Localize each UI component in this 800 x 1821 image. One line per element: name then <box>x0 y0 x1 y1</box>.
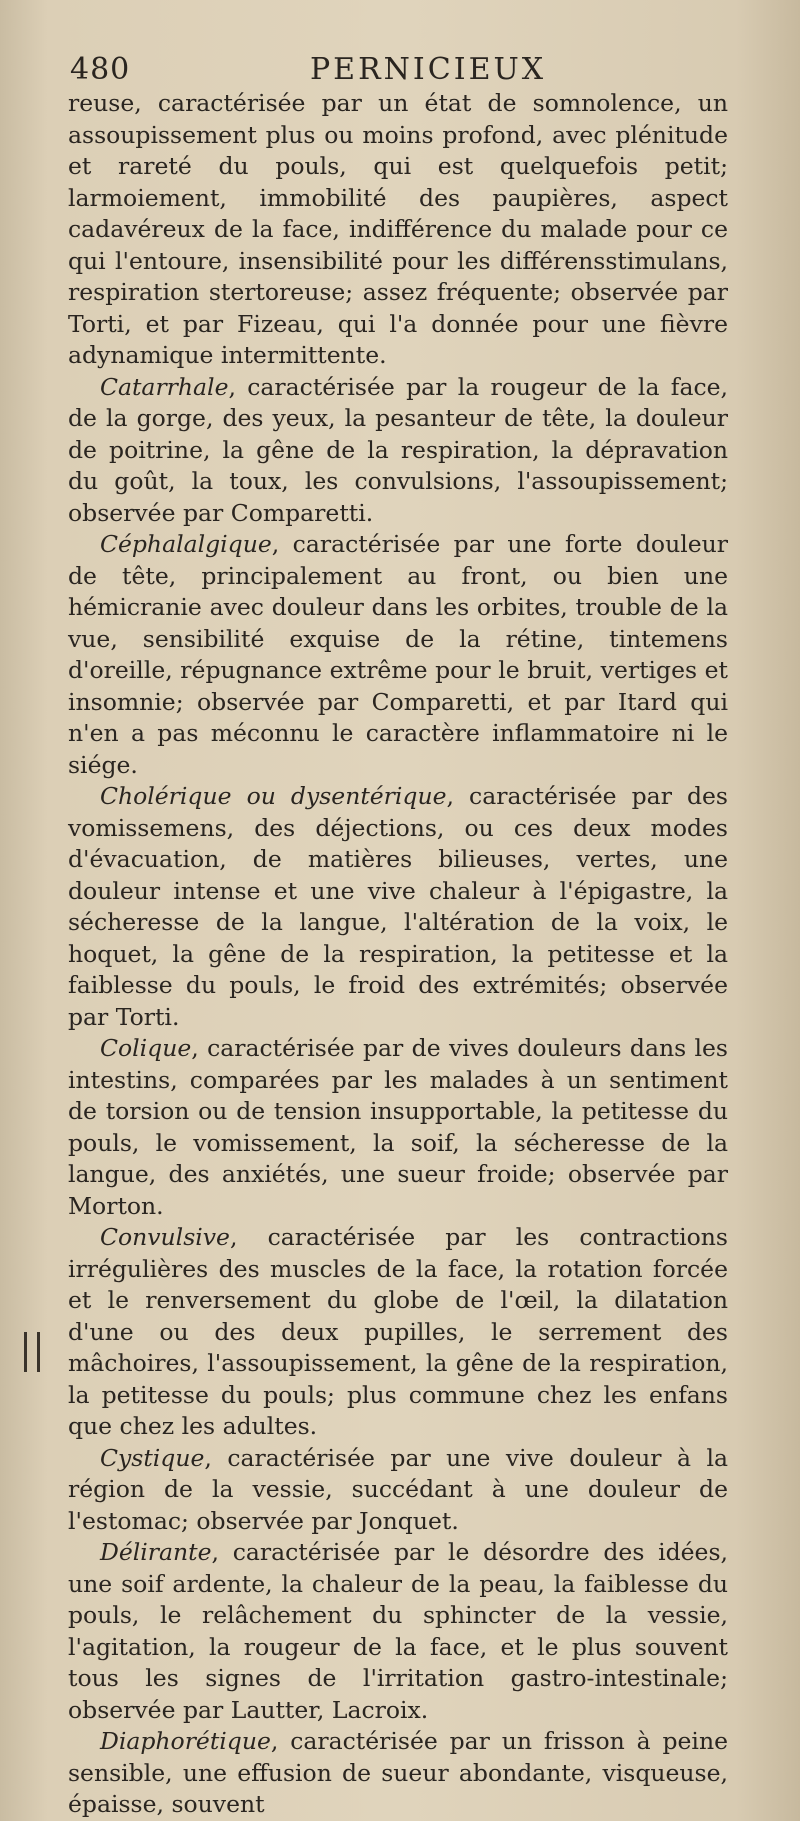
paragraph <box>68 529 728 781</box>
paragraph <box>68 1726 728 1821</box>
entry-term: Cystique <box>100 1443 205 1472</box>
entry-term: Cholérique ou dysentérique <box>100 782 447 810</box>
paragraph <box>68 1222 728 1443</box>
paragraph-text: , caractérisée par une forte douleur de tête, principalement au front, ou bien une hémicranie avec douleur dans les orbites, trouble de la vue, sensibilité exquise de la rétine, tintemens d'oreille, répugnance extrême pour le bruit, vertiges et insomnie; observée par Comparetti, et par Itard qui n'en a pas méconnu le caractère inflammatoire ni le siége. <box>68 530 728 779</box>
entry-term: Délirante <box>100 1538 212 1566</box>
entry-term: Céphalalgique <box>100 530 272 558</box>
paragraph-text: , caractérisée par de vives douleurs dans les intestins, comparées par les malades à un sentiment de torsion ou de tension insupportable, la petitesse du pouls, le vomissement, la soif, la sécheresse de la langue, des anxiétés, une sueur froide; observée par Morton. <box>68 1034 728 1220</box>
entry-term: Diaphorétique <box>100 1727 271 1755</box>
paragraph <box>68 1033 728 1222</box>
paragraph <box>68 1537 728 1726</box>
body-text <box>68 88 728 1821</box>
entry-term: Convulsive <box>100 1223 230 1251</box>
paragraph <box>68 88 728 372</box>
paragraph-text: , caractérisée par la rougeur de la face, de la gorge, des yeux, la pesanteur de tête, la douleur de poitrine, la gêne de la respiration, la dépravation du goût, la toux, les convulsions, l'assoupissement; observée par Comparetti. <box>68 372 728 527</box>
paragraph <box>68 1443 728 1538</box>
paragraph-text: , caractérisée par un frisson à peine sensible, une effusion de sueur abondante, visqueuse, épaisse, souvent <box>68 1727 728 1818</box>
paragraph-text: reuse, caractérisée par un état de somnolence, un assoupissement plus ou moins profond, avec plénitude et rareté du pouls, qui est quelquefois petit; larmoiement, immobilité des paupières, aspect cadavéreux de la face, indifférence du malade pour ce qui l'entoure, insensibilité pour les différensstimulans, respiration stertoreuse; assez fréquente; observée par Torti, et par Fizeau, qui l'a donnée pour une fièvre adynamique intermittente. <box>68 89 728 369</box>
page-number: 480 <box>70 52 131 87</box>
paragraph <box>68 372 728 530</box>
paragraph <box>68 781 728 1033</box>
entry-term: Colique <box>100 1034 192 1062</box>
paragraph-text: , caractérisée par des vomissemens, des déjections, ou ces deux modes d'évacuation, de matières bilieuses, vertes, une douleur intense et une vive chaleur à l'épigastre, la sécheresse de la langue, l'altération de la voix, le hoquet, la gêne de la respiration, la petitesse et la faiblesse du pouls, le froid des extrémités; observée par Torti. <box>68 782 728 1031</box>
paragraph-text: , caractérisée par le désordre des idées, une soif ardente, la chaleur de la peau, la faiblesse du pouls, le relâchement du sphincter de la vessie, l'agitation, la rougeur de la face, et le plus souvent tous les signes de l'irritation gastro-intestinale; observée par Lautter, Lacroix. <box>68 1538 728 1724</box>
entry-term: Catarrhale <box>100 372 229 401</box>
page-header <box>70 52 730 92</box>
running-head: PERNICIEUX <box>310 52 547 87</box>
binding-mark <box>24 1332 40 1372</box>
paragraph-text: , caractérisée par une vive douleur à la région de la vessie, succédant à une douleur de l'estomac; observée par Jonquet. <box>68 1443 728 1535</box>
paragraph-text: , caractérisée par les contractions irrégulières des muscles de la face, la rotation forcée et le renversement du globe de l'œil, la dilatation d'une ou des deux pupilles, le serrement des mâchoires, l'assoupissement, la gêne de la respiration, la petitesse du pouls; plus commune chez les enfans que chez les adultes. <box>68 1223 728 1440</box>
